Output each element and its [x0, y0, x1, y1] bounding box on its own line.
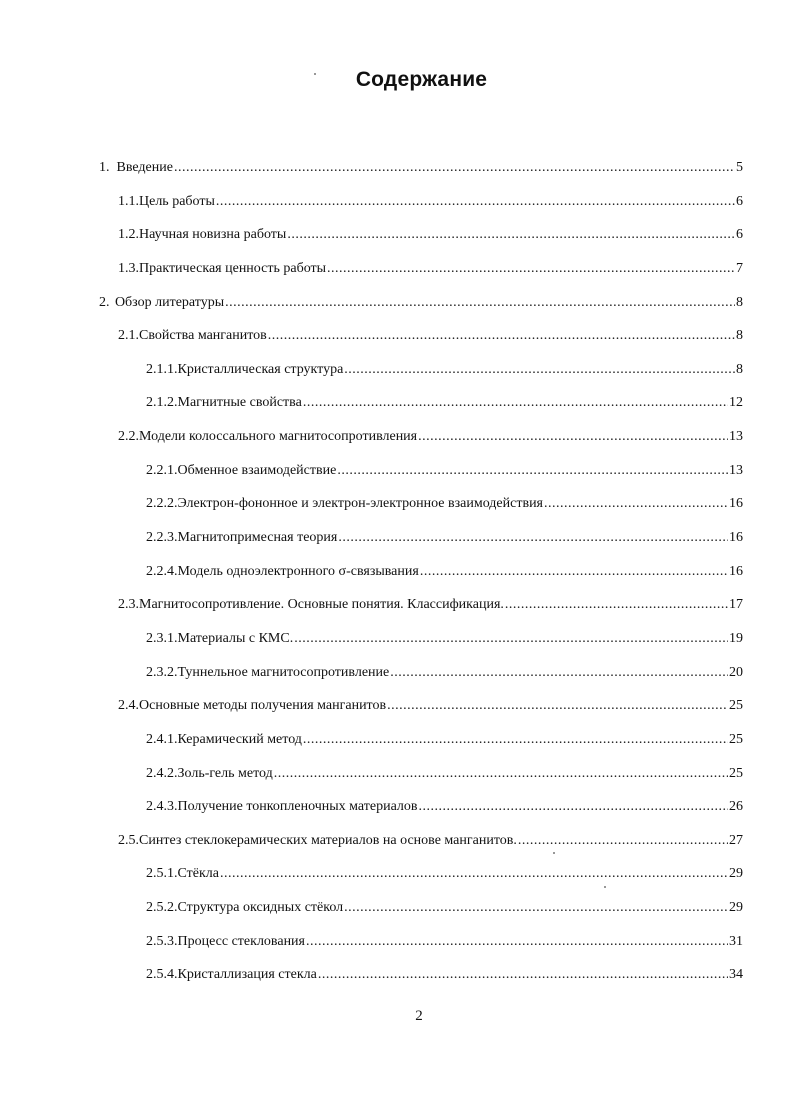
toc-entry-number: 2.5.4. [146, 967, 178, 983]
toc-entry-page: 31 [729, 933, 743, 949]
dot-leader [418, 420, 728, 454]
toc-entry[interactable] [0, 252, 793, 286]
toc-entry-title: Свойства манганитов [139, 328, 267, 344]
toc-entry[interactable] [0, 857, 793, 891]
toc-entry-page: 25 [729, 698, 743, 714]
toc-entry-page: 17 [729, 597, 743, 613]
toc-entry-number: 2.5.3. [146, 933, 178, 949]
toc-entry[interactable] [0, 790, 793, 824]
toc-entry-number: 1.1. [118, 193, 139, 209]
dot-leader [518, 824, 728, 858]
toc-entry-title: Модель одноэлектронного σ-связывания [177, 563, 419, 579]
toc-entry-page: 27 [729, 832, 743, 848]
toc-entry[interactable] [0, 925, 793, 959]
toc-entry-page: 34 [729, 967, 743, 983]
dot-leader [505, 588, 728, 622]
toc-entry-number: 2.2. [118, 429, 139, 445]
toc-entry-page: 16 [729, 496, 743, 512]
toc-entry-number: 2.2.2. [146, 496, 178, 512]
toc-entry-number: 2.2.1. [146, 462, 178, 478]
toc-entry[interactable] [0, 420, 793, 454]
table-of-contents [0, 151, 793, 992]
toc-entry-title: Электрон-фононное и электрон-электронное взаимодействия [177, 496, 543, 512]
toc-entry-page: 29 [729, 900, 743, 916]
toc-entry-page: 12 [729, 395, 743, 411]
toc-entry-page: 5 [736, 160, 743, 175]
toc-entry-number: 1.2. [118, 227, 139, 243]
toc-entry[interactable] [0, 386, 793, 420]
toc-entry-page: 29 [729, 866, 743, 882]
toc-entry[interactable] [0, 218, 793, 252]
dot-leader [287, 218, 735, 252]
dot-leader [303, 723, 728, 757]
toc-entry[interactable] [0, 319, 793, 353]
toc-entry-number: 2.1.2. [146, 395, 178, 411]
toc-entry-page: 20 [729, 664, 743, 680]
toc-entry-number: 2.3.1. [146, 630, 178, 646]
dot-leader [174, 151, 735, 185]
toc-entry-title: Цель работы [139, 193, 215, 209]
toc-entry-number: 2.4.1. [146, 731, 178, 747]
toc-entry-page: 13 [729, 429, 743, 445]
dot-leader [225, 286, 735, 320]
toc-entry-title: Процесс стеклования [177, 933, 305, 949]
toc-entry-title: Материалы с КМС. [177, 630, 294, 646]
dot-leader [344, 891, 728, 925]
dot-leader [303, 386, 728, 420]
toc-entry-number: 2.3. [118, 597, 139, 613]
toc-entry-number: 2.4.3. [146, 799, 178, 815]
toc-entry[interactable] [0, 622, 793, 656]
dot-leader [387, 689, 728, 723]
toc-entry-title: Научная новизна работы [139, 227, 287, 243]
toc-entry-title: Магнитопримесная теория [177, 530, 338, 546]
toc-entry-title: Туннельное магнитосопротивление [177, 664, 390, 680]
toc-entry[interactable] [0, 723, 793, 757]
toc-entry-number: 2.4. [118, 698, 139, 714]
toc-entry-page: 8 [736, 294, 743, 310]
toc-entry-title: Кристаллизация стекла [177, 967, 317, 983]
toc-entry-page: 6 [736, 193, 743, 209]
toc-entry-number: 2.1.1. [146, 361, 178, 377]
toc-entry[interactable] [0, 353, 793, 387]
toc-entry-title: Золь-гель метод [177, 765, 273, 781]
toc-entry-page: 25 [729, 731, 743, 747]
toc-entry-page: 6 [736, 227, 743, 243]
toc-entry-page: 16 [729, 563, 743, 579]
toc-entry-page: 7 [736, 260, 743, 276]
toc-entry-page: 26 [729, 799, 743, 815]
toc-entry-number: 1. [99, 160, 110, 175]
toc-entry-number: 2.3.2. [146, 664, 178, 680]
toc-entry-number: 2.1. [118, 328, 139, 344]
dot-leader [390, 656, 728, 690]
dot-leader [220, 857, 728, 891]
toc-entry-title: Обзор литературы [114, 294, 225, 310]
page-number: 2 [415, 1008, 423, 1024]
toc-entry-page: 16 [729, 530, 743, 546]
toc-entry-number: 2.4.2. [146, 765, 178, 781]
dot-leader [337, 454, 728, 488]
toc-entry[interactable] [0, 521, 793, 555]
dot-leader [344, 353, 735, 387]
toc-entry[interactable] [0, 555, 793, 589]
toc-entry-title: Магнитные свойства [177, 395, 302, 411]
toc-entry-title: Введение [116, 160, 173, 175]
toc-entry[interactable] [0, 958, 793, 992]
dot-leader [274, 757, 728, 791]
toc-entry-number: 2. [99, 294, 110, 310]
dot-leader [419, 790, 728, 824]
toc-entry[interactable] [0, 824, 793, 858]
toc-entry-number: 2.5.1. [146, 866, 178, 882]
toc-entry[interactable] [0, 588, 793, 622]
toc-entry-number: 2.5.2. [146, 900, 178, 916]
toc-entry[interactable] [0, 656, 793, 690]
toc-entry[interactable] [0, 757, 793, 791]
toc-entry-page: 25 [729, 765, 743, 781]
toc-entry-title: Керамический метод [177, 731, 302, 747]
scan-speck [314, 73, 316, 75]
toc-entry-number: 2.2.3. [146, 530, 178, 546]
dot-leader [318, 958, 728, 992]
toc-entry-title: Модели колоссального магнитосопротивления [139, 429, 418, 445]
toc-entry-page: 13 [729, 462, 743, 478]
toc-entry[interactable] [0, 689, 793, 723]
toc-entry-title: Стёкла [177, 866, 219, 882]
toc-entry-title: Практическая ценность работы [139, 260, 327, 276]
toc-entry-number: 1.3. [118, 260, 139, 276]
dot-leader [420, 555, 728, 589]
toc-entry-number: 2.2.4. [146, 563, 178, 579]
toc-entry-title: Магнитосопротивление. Основные понятия. Классификация. [139, 597, 504, 613]
toc-entry[interactable] [0, 487, 793, 521]
toc-entry[interactable] [0, 286, 793, 320]
toc-entry[interactable] [0, 151, 793, 185]
toc-entry-number: 2.5. [118, 832, 139, 848]
dot-leader [268, 319, 735, 353]
toc-entry-title: Получение тонкопленочных материалов [177, 799, 418, 815]
toc-entry[interactable] [0, 454, 793, 488]
toc-entry[interactable] [0, 891, 793, 925]
toc-entry-page: 19 [729, 630, 743, 646]
toc-entry-title: Кристаллическая структура [177, 361, 344, 377]
scan-speck [604, 886, 606, 888]
dot-leader [327, 252, 735, 286]
dot-leader [294, 622, 728, 656]
page-title: Содержание [355, 68, 488, 91]
dot-leader [306, 925, 728, 959]
toc-entry-title: Основные методы получения манганитов [139, 698, 387, 714]
toc-entry-page: 8 [736, 361, 743, 377]
toc-entry-page: 8 [736, 328, 743, 344]
dot-leader [216, 185, 735, 219]
scan-speck [553, 852, 555, 854]
toc-entry-title: Обменное взаимодействие [177, 462, 337, 478]
dot-leader [544, 487, 728, 521]
toc-entry-title: Синтез стеклокерамических материалов на основе манганитов. [139, 832, 517, 848]
dot-leader [338, 521, 728, 555]
toc-entry-title: Структура оксидных стёкол [177, 900, 344, 916]
toc-entry[interactable] [0, 185, 793, 219]
